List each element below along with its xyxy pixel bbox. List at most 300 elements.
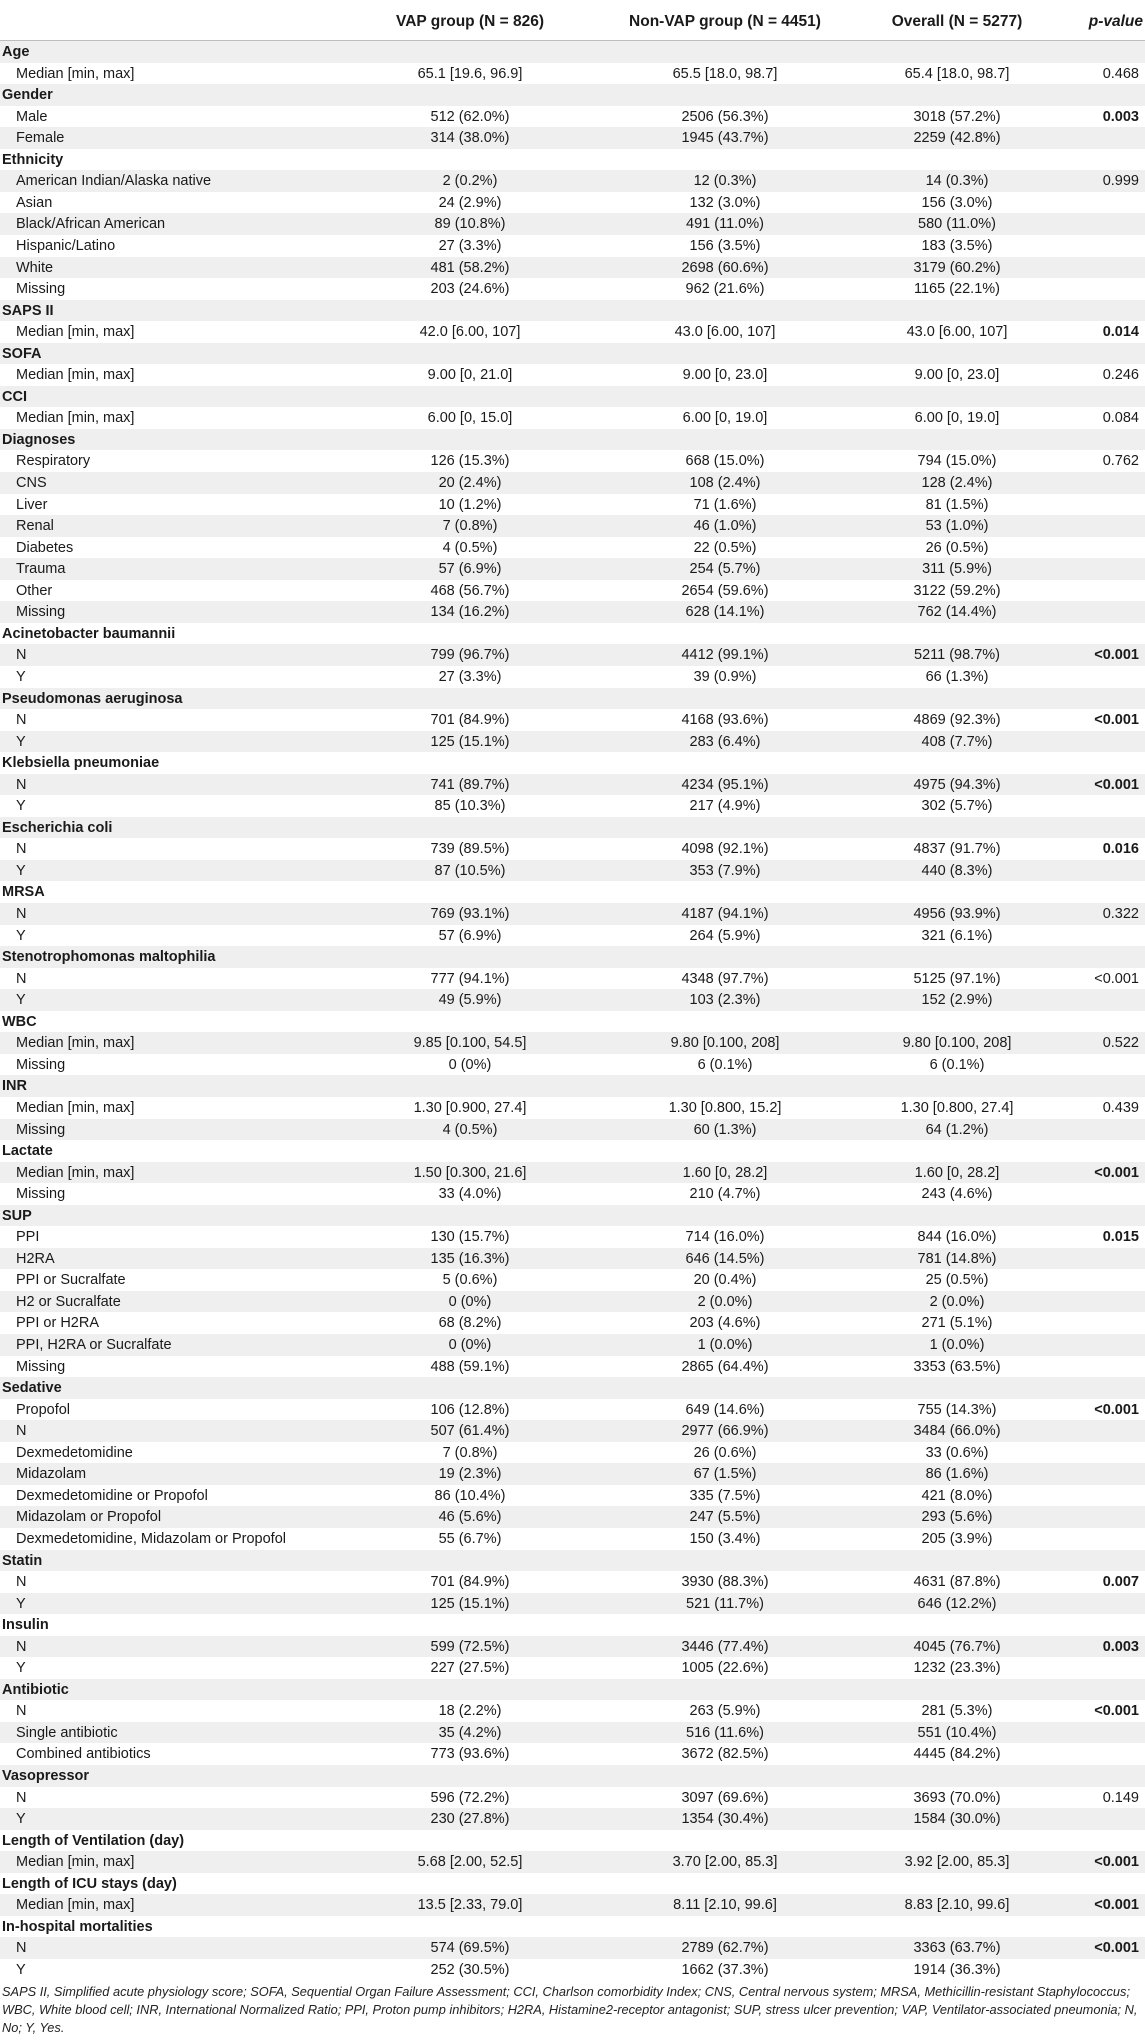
overall-value: 6.00 [0, 19.0] — [914, 410, 1000, 427]
vap-value: 230 (27.8%) — [430, 1811, 510, 1828]
non-vap-value: 2789 (62.7%) — [681, 1940, 769, 1957]
row-label: Escherichia coli — [2, 819, 113, 836]
table-row — [0, 515, 1145, 537]
group-header-row — [0, 84, 1145, 106]
non-vap-value: 649 (14.6%) — [685, 1401, 765, 1418]
row-label: Y — [16, 1595, 26, 1612]
overall-value: 1165 (22.1%) — [914, 281, 1000, 298]
table-row — [0, 321, 1145, 343]
table-row — [0, 580, 1145, 602]
p-value: <0.001 — [1094, 1401, 1139, 1418]
non-vap-value: 26 (0.6%) — [693, 1444, 757, 1461]
non-vap-value: 8.11 [2.10, 99.6] — [673, 1897, 777, 1914]
overall-value: 408 (7.7%) — [921, 733, 993, 750]
row-label: Dexmedetomidine or Propofol — [16, 1487, 208, 1504]
vap-value: 741 (89.7%) — [430, 776, 510, 793]
row-label: Median [min, max] — [16, 1099, 135, 1116]
row-label: Trauma — [16, 561, 66, 578]
row-label: Liver — [16, 496, 48, 513]
vap-value: 86 (10.4%) — [434, 1487, 506, 1504]
non-vap-value: 4187 (94.1%) — [681, 906, 769, 922]
table-row — [0, 774, 1145, 796]
non-vap-value: 156 (3.5%) — [689, 237, 761, 254]
non-vap-value: 3446 (77.4%) — [681, 1638, 769, 1655]
overall-value: 5211 (98.7%) — [914, 647, 1000, 664]
non-vap-value: 2506 (56.3%) — [681, 108, 769, 125]
table-row — [0, 1269, 1145, 1291]
non-vap-value: 65.5 [18.0, 98.7] — [672, 65, 778, 82]
group-header-row — [0, 1830, 1145, 1852]
table-row — [0, 1571, 1145, 1593]
table-row — [0, 450, 1145, 472]
row-label: N — [16, 906, 27, 922]
row-label: Y — [16, 862, 26, 879]
non-vap-value: 3930 (88.3%) — [681, 1574, 769, 1591]
row-label: INR — [2, 1078, 27, 1095]
vap-value: 85 (10.3%) — [434, 798, 506, 815]
table-row — [0, 278, 1145, 300]
table-row — [0, 213, 1145, 235]
group-header-row — [0, 1765, 1145, 1787]
overall-value: 1.60 [0, 28.2] — [914, 1164, 1000, 1181]
table-row — [0, 537, 1145, 559]
vap-value: 87 (10.5%) — [434, 862, 506, 879]
row-label: Missing — [16, 1186, 66, 1203]
vap-value: 126 (15.3%) — [430, 453, 510, 470]
overall-value: 781 (14.8%) — [917, 1250, 997, 1267]
non-vap-value: 132 (3.0%) — [689, 194, 761, 211]
vap-value: 0 (0%) — [448, 1293, 492, 1310]
table-row — [0, 709, 1145, 731]
table-row — [0, 1248, 1145, 1270]
row-label: CCI — [2, 388, 27, 405]
p-value: <0.001 — [1094, 970, 1139, 987]
non-vap-value: 2698 (60.6%) — [681, 259, 769, 276]
p-value: 0.016 — [1102, 841, 1139, 858]
group-header-row — [0, 817, 1145, 839]
group-header-row — [0, 946, 1145, 968]
row-label: H2 or Sucralfate — [16, 1293, 121, 1310]
p-value: <0.001 — [1094, 1940, 1139, 1957]
non-vap-value: 217 (4.9%) — [689, 798, 761, 815]
vap-value: 49 (5.9%) — [438, 992, 502, 1009]
table-row — [0, 601, 1145, 623]
vap-value: 42.0 [6.00, 107] — [419, 324, 521, 341]
group-header-row — [0, 688, 1145, 710]
p-value: 0.322 — [1102, 906, 1139, 922]
table-row — [0, 127, 1145, 149]
overall-value: 66 (1.3%) — [925, 668, 989, 685]
row-label: Combined antibiotics — [16, 1746, 151, 1763]
vap-value: 89 (10.8%) — [434, 216, 506, 233]
table-row — [0, 795, 1145, 817]
overall-value: 3353 (63.5%) — [913, 1358, 1001, 1375]
non-vap-value: 108 (2.4%) — [689, 475, 761, 491]
row-label: Gender — [2, 87, 53, 104]
row-label: Statin — [2, 1552, 43, 1569]
vap-value: 27 (3.3%) — [438, 668, 502, 685]
row-label: N — [16, 647, 27, 664]
row-label: Pseudomonas aeruginosa — [2, 690, 183, 707]
row-label: Missing — [16, 604, 66, 621]
vap-value: 65.1 [19.6, 96.9] — [417, 65, 523, 82]
overall-value: 3693 (70.0%) — [913, 1789, 1001, 1806]
group-header-row — [0, 386, 1145, 408]
overall-value: 762 (14.4%) — [917, 604, 997, 621]
row-label: Median [min, max] — [16, 65, 135, 82]
table-row — [0, 1851, 1145, 1873]
vap-value: 314 (38.0%) — [430, 130, 510, 147]
non-vap-value: 67 (1.5%) — [693, 1466, 757, 1483]
row-label: Median [min, max] — [16, 1854, 135, 1871]
table-footnote: SAPS II, Simplified acute physiology score; SOFA, Sequential Organ Failure Assessment; CCI, Charlson comorbidity Index; CNS, Central nervous system; MRSA, Methicillin-resistant Staphylococcus; WBC, White blood cell; INR, International Normalized Ratio; PPI, Proton pump inhibitors; H2RA, Histamine2-receptor antagonist; SUP, stress ulcer prevention; VAP, Ventilator-associated pneumonia; N, No; Y, Yes. — [2, 1984, 1138, 2035]
group-header-row — [0, 1140, 1145, 1162]
vap-value: 57 (6.9%) — [438, 927, 502, 944]
non-vap-value: 353 (7.9%) — [689, 862, 761, 879]
overall-value: 4975 (94.3%) — [913, 776, 1001, 793]
vap-value: 0 (0%) — [448, 1056, 492, 1073]
p-value: 0.999 — [1102, 173, 1139, 190]
vap-value: 125 (15.1%) — [430, 733, 510, 750]
overall-value: 4956 (93.9%) — [913, 906, 1001, 922]
p-value: 0.522 — [1102, 1035, 1139, 1052]
vap-value: 13.5 [2.33, 79.0] — [417, 1897, 523, 1914]
p-value: 0.014 — [1102, 324, 1139, 341]
non-vap-value: 2865 (64.4%) — [681, 1358, 769, 1375]
row-label: Propofol — [16, 1401, 71, 1418]
row-label: Renal — [16, 518, 54, 535]
non-vap-value: 335 (7.5%) — [689, 1487, 761, 1504]
table-row — [0, 1528, 1145, 1550]
non-vap-value: 264 (5.9%) — [689, 927, 761, 944]
non-vap-value: 1005 (22.6%) — [681, 1660, 769, 1677]
non-vap-value: 4098 (92.1%) — [681, 841, 769, 858]
row-label: N — [16, 1703, 27, 1720]
vap-value: 1.50 [0.300, 21.6] — [413, 1164, 527, 1181]
row-label: N — [16, 1574, 27, 1591]
row-label: Respiratory — [16, 453, 91, 470]
vap-value: 134 (16.2%) — [430, 604, 510, 621]
non-vap-value: 283 (6.4%) — [689, 733, 761, 750]
row-label: Dexmedetomidine, Midazolam or Propofol — [16, 1530, 286, 1547]
overall-value: 4045 (76.7%) — [913, 1638, 1001, 1655]
row-label: Female — [16, 130, 65, 147]
table-row — [0, 1119, 1145, 1141]
row-label: SOFA — [2, 345, 42, 362]
overall-value: 9.80 [0.100, 208] — [902, 1035, 1012, 1052]
row-label: Y — [16, 927, 26, 944]
non-vap-value: 646 (14.5%) — [685, 1250, 765, 1267]
overall-value: 281 (5.3%) — [921, 1703, 993, 1720]
p-value: <0.001 — [1094, 647, 1139, 664]
vap-value: 5.68 [2.00, 52.5] — [417, 1854, 523, 1871]
row-label: Sedative — [2, 1380, 62, 1397]
table-row — [0, 1334, 1145, 1356]
table-row — [0, 1032, 1145, 1054]
p-value: <0.001 — [1094, 1897, 1139, 1914]
vap-value: 27 (3.3%) — [438, 237, 502, 254]
non-vap-value: 962 (21.6%) — [685, 281, 765, 298]
row-label: Length of Ventilation (day) — [2, 1832, 185, 1849]
row-label: Vasopressor — [2, 1768, 90, 1784]
overall-value: 81 (1.5%) — [925, 496, 989, 513]
overall-value: 5125 (97.1%) — [913, 970, 1001, 987]
non-vap-value: 39 (0.9%) — [693, 668, 757, 685]
p-value: <0.001 — [1094, 1703, 1139, 1720]
non-vap-value: 254 (5.7%) — [689, 561, 761, 578]
non-vap-value: 628 (14.1%) — [685, 604, 765, 621]
vap-value: 701 (84.9%) — [430, 712, 510, 729]
row-label: PPI or H2RA — [16, 1315, 99, 1332]
row-label: H2RA — [16, 1250, 55, 1267]
vap-value: 574 (69.5%) — [430, 1940, 510, 1957]
non-vap-value: 4168 (93.6%) — [681, 712, 769, 729]
row-label: Y — [16, 1811, 26, 1828]
overall-value: 156 (3.0%) — [921, 194, 993, 211]
overall-value: 2 (0.0%) — [929, 1293, 985, 1310]
vap-value: 130 (15.7%) — [430, 1229, 510, 1246]
vap-value: 701 (84.9%) — [430, 1574, 510, 1591]
row-label: N — [16, 1940, 27, 1957]
table-row — [0, 170, 1145, 192]
group-header-row — [0, 1679, 1145, 1701]
non-vap-value: 12 (0.3%) — [693, 173, 757, 190]
overall-value: 1.30 [0.800, 27.4] — [900, 1099, 1014, 1116]
table-row — [0, 364, 1145, 386]
p-value: 0.003 — [1102, 1638, 1139, 1655]
group-header-row — [0, 1550, 1145, 1572]
vap-value: 9.85 [0.100, 54.5] — [413, 1035, 527, 1052]
row-label: Diagnoses — [2, 431, 76, 448]
non-vap-value: 491 (11.0%) — [686, 216, 764, 233]
non-vap-value: 9.80 [0.100, 208] — [670, 1035, 780, 1052]
row-label: Missing — [16, 1056, 66, 1073]
non-vap-value: 668 (15.0%) — [685, 453, 765, 470]
vap-value: 35 (4.2%) — [438, 1724, 502, 1741]
vap-value: 68 (8.2%) — [438, 1315, 502, 1332]
vap-value: 488 (59.1%) — [430, 1358, 510, 1375]
non-vap-value: 2654 (59.6%) — [681, 582, 769, 599]
overall-value: 8.83 [2.10, 99.6] — [904, 1897, 1010, 1914]
non-vap-value: 60 (1.3%) — [693, 1121, 757, 1138]
non-vap-value: 46 (1.0%) — [693, 518, 757, 535]
row-label: N — [16, 776, 27, 793]
overall-value: 3363 (63.7%) — [913, 1940, 1001, 1957]
table-row — [0, 903, 1145, 925]
p-value: 0.762 — [1102, 453, 1139, 470]
table-header — [0, 0, 1145, 41]
row-label: Lactate — [2, 1143, 53, 1160]
overall-value: 86 (1.6%) — [925, 1466, 989, 1483]
header-non-vap-group: Non-VAP group (N = 4451) — [629, 13, 821, 30]
table-row — [0, 1097, 1145, 1119]
overall-value: 4869 (92.3%) — [913, 712, 1001, 729]
row-label: N — [16, 712, 27, 729]
header-vap-group: VAP group (N = 826) — [396, 13, 544, 30]
row-label: Length of ICU stays (day) — [2, 1875, 177, 1892]
row-label: PPI — [16, 1229, 40, 1246]
overall-value: 321 (6.1%) — [921, 927, 993, 944]
vap-value: 773 (93.6%) — [430, 1746, 510, 1763]
overall-value: 4631 (87.8%) — [913, 1574, 1001, 1591]
overall-value: 152 (2.9%) — [921, 992, 993, 1009]
vap-value: 24 (2.9%) — [438, 194, 502, 211]
table-row — [0, 731, 1145, 753]
p-value: 0.149 — [1102, 1789, 1139, 1806]
row-label: Y — [16, 1961, 26, 1978]
non-vap-value: 6.00 [0, 19.0] — [682, 410, 768, 427]
header-overall: Overall (N = 5277) — [891, 13, 1023, 30]
row-label: Acinetobacter baumannii — [2, 625, 176, 642]
table-row — [0, 1485, 1145, 1507]
vap-value: 596 (72.2%) — [430, 1789, 510, 1806]
row-label: Median [min, max] — [16, 1164, 135, 1181]
p-value: 0.003 — [1102, 108, 1139, 125]
vap-value: 252 (30.5%) — [430, 1961, 510, 1978]
overall-value: 33 (0.6%) — [925, 1444, 989, 1461]
row-label: Klebsiella pneumoniae — [2, 755, 160, 772]
row-label: Midazolam or Propofol — [16, 1509, 162, 1526]
overall-value: 53 (1.0%) — [925, 518, 989, 535]
non-vap-value: 210 (4.7%) — [689, 1186, 761, 1203]
table-row — [0, 968, 1145, 990]
table-row — [0, 106, 1145, 128]
row-label: Hispanic/Latino — [16, 237, 116, 254]
row-label: Missing — [16, 1121, 66, 1138]
row-label: Median [min, max] — [16, 367, 135, 384]
non-vap-value: 263 (5.9%) — [689, 1703, 761, 1720]
table-row — [0, 1743, 1145, 1765]
non-vap-value: 150 (3.4%) — [689, 1530, 761, 1547]
non-vap-value: 20 (0.4%) — [693, 1272, 757, 1289]
overall-value: 421 (8.0%) — [921, 1487, 993, 1504]
p-value: <0.001 — [1094, 776, 1139, 793]
header-p-value: p-value — [1088, 13, 1143, 30]
row-label: In-hospital mortalities — [2, 1918, 153, 1935]
table-row — [0, 1506, 1145, 1528]
vap-value: 4 (0.5%) — [442, 539, 498, 556]
non-vap-value: 3097 (69.6%) — [681, 1789, 769, 1806]
group-header-row — [0, 1377, 1145, 1399]
row-label: Missing — [16, 1358, 66, 1375]
table-row — [0, 1722, 1145, 1744]
table-row — [0, 1162, 1145, 1184]
overall-value: 1584 (30.0%) — [913, 1811, 1001, 1828]
overall-value: 302 (5.7%) — [921, 798, 993, 815]
non-vap-value: 521 (11.7%) — [686, 1595, 764, 1612]
non-vap-value: 9.00 [0, 23.0] — [682, 367, 768, 384]
overall-value: 551 (10.4%) — [917, 1724, 997, 1741]
vap-value: 20 (2.4%) — [438, 475, 502, 491]
row-label: Black/African American — [16, 216, 166, 233]
row-label: Diabetes — [16, 539, 74, 556]
table-row — [0, 1787, 1145, 1809]
table-row — [0, 1183, 1145, 1205]
row-label: N — [16, 1789, 27, 1806]
table-row — [0, 1420, 1145, 1442]
vap-value: 33 (4.0%) — [438, 1186, 502, 1203]
row-label: White — [16, 259, 54, 276]
non-vap-value: 1 (0.0%) — [697, 1337, 753, 1353]
row-label: Y — [16, 668, 26, 685]
overall-value: 25 (0.5%) — [925, 1272, 989, 1289]
table-row — [0, 1399, 1145, 1421]
row-label: SAPS II — [2, 302, 54, 319]
vap-value: 7 (0.8%) — [442, 1444, 498, 1461]
non-vap-value: 1945 (43.7%) — [681, 130, 769, 147]
p-value: 0.439 — [1102, 1099, 1139, 1116]
row-label: Age — [2, 44, 30, 60]
group-header-row — [0, 1205, 1145, 1227]
vap-value: 9.00 [0, 21.0] — [427, 367, 513, 384]
overall-value: 243 (4.6%) — [921, 1186, 993, 1203]
p-value: <0.001 — [1094, 712, 1139, 729]
row-label: WBC — [2, 1013, 37, 1030]
table-row — [0, 1054, 1145, 1076]
row-label: Single antibiotic — [16, 1724, 118, 1741]
row-label: PPI or Sucralfate — [16, 1272, 126, 1289]
group-header-row — [0, 623, 1145, 645]
non-vap-value: 203 (4.6%) — [689, 1315, 761, 1332]
table-row — [0, 192, 1145, 214]
table-row — [0, 494, 1145, 516]
vap-value: 7 (0.8%) — [442, 518, 498, 535]
row-label: Other — [16, 582, 53, 599]
row-label: Ethnicity — [2, 151, 64, 168]
row-label: Midazolam — [16, 1466, 87, 1483]
overall-value: 183 (3.5%) — [921, 237, 993, 254]
table-row — [0, 558, 1145, 580]
row-label: SUP — [2, 1207, 32, 1224]
table-row — [0, 1657, 1145, 1679]
row-label: Dexmedetomidine — [16, 1444, 133, 1461]
non-vap-value: 1.60 [0, 28.2] — [682, 1164, 768, 1181]
table-row — [0, 925, 1145, 947]
overall-value: 844 (16.0%) — [917, 1229, 997, 1246]
vap-value: 1.30 [0.900, 27.4] — [413, 1099, 527, 1116]
overall-value: 6 (0.1%) — [929, 1056, 985, 1073]
overall-value: 293 (5.6%) — [921, 1509, 993, 1526]
vap-value: 777 (94.1%) — [430, 970, 510, 987]
overall-value: 580 (11.0%) — [918, 216, 996, 233]
overall-value: 14 (0.3%) — [925, 173, 989, 190]
row-label: Missing — [16, 281, 66, 298]
group-header-row — [0, 1011, 1145, 1033]
overall-value: 43.0 [6.00, 107] — [906, 324, 1008, 341]
row-label: Median [min, max] — [16, 324, 135, 341]
row-label: Stenotrophomonas maltophilia — [2, 949, 216, 966]
row-label: Asian — [16, 194, 53, 211]
non-vap-value: 4234 (95.1%) — [681, 776, 769, 793]
overall-value: 65.4 [18.0, 98.7] — [904, 65, 1010, 82]
non-vap-value: 103 (2.3%) — [689, 992, 761, 1009]
table-row — [0, 1959, 1145, 1981]
p-value: 0.015 — [1102, 1229, 1139, 1246]
overall-value: 2259 (42.8%) — [913, 130, 1001, 147]
table-row — [0, 860, 1145, 882]
group-header-row — [0, 1075, 1145, 1097]
overall-value: 1232 (23.3%) — [913, 1660, 1001, 1677]
table-row — [0, 472, 1145, 494]
overall-value: 64 (1.2%) — [925, 1121, 989, 1138]
table-row — [0, 1700, 1145, 1722]
p-value: 0.084 — [1102, 410, 1139, 427]
p-value: 0.246 — [1102, 367, 1139, 384]
non-vap-value: 22 (0.5%) — [693, 539, 757, 556]
group-header-row — [0, 300, 1145, 322]
p-value: <0.001 — [1094, 1164, 1139, 1181]
p-value: <0.001 — [1094, 1854, 1139, 1871]
